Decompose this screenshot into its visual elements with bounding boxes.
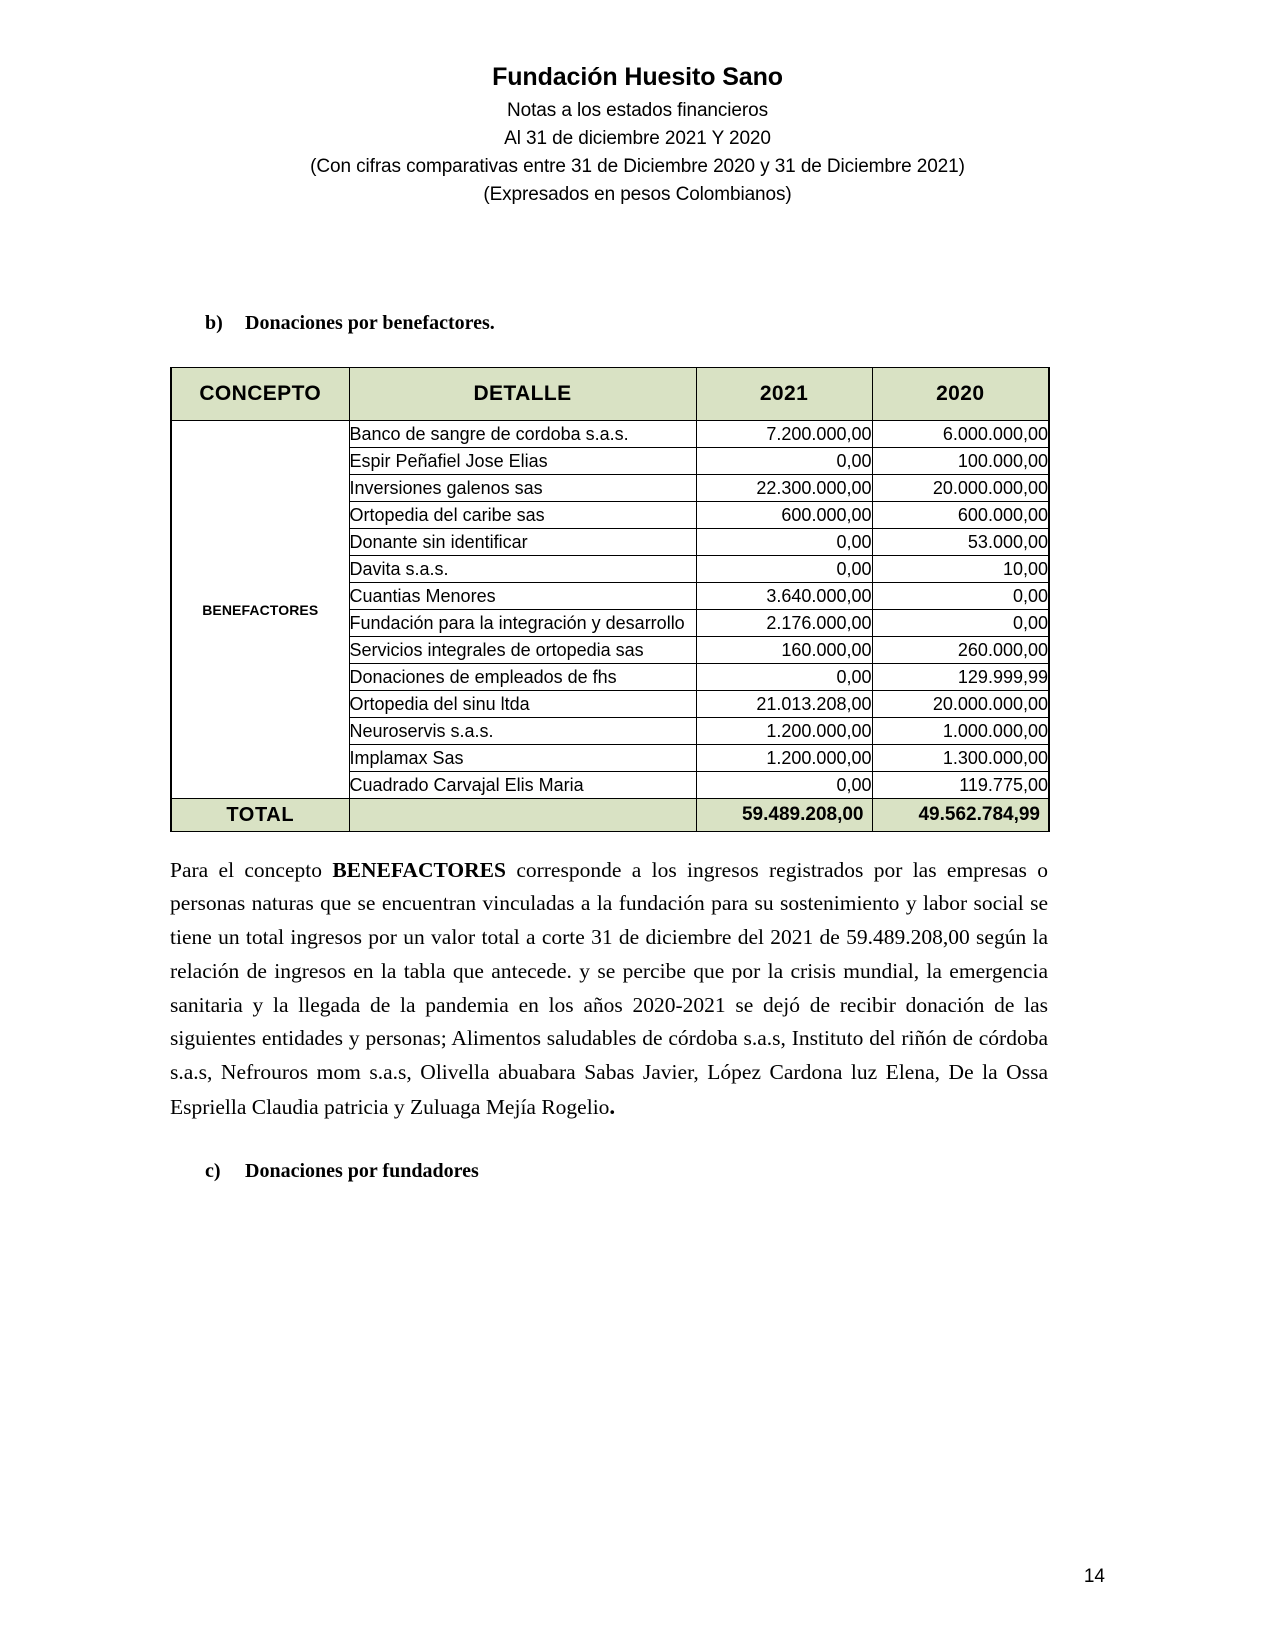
paragraph-part-2: corresponde a los ingresos registrados por las empresas o personas naturas que se encuentran vinculadas a la fundación para su sostenimiento y labor social se tiene un total ingresos por un valor total a corte 31 de diciembre del 2021 de 59.489.208,00 según la relación de ingresos en la tabla que antecede. y se percibe que por la crisis mundial, la emergencia sanitaria y la llegada de la pandemia en los años 2020-2021 se dejó de recibir donación de las siguientes entidades y personas; Alimentos saludables de córdoba s.a.s, Instituto del riñón de córdoba s.a.s, Nefrouros mom s.a.s, Olivella abuabara Sabas Javier, López Cardona luz Elena, De la Ossa Espriella Claudia patricia y Zuluaga Mejía Rogelio — [170, 857, 1048, 1120]
cell-2021: 22.300.000,00 — [696, 475, 872, 502]
total-2020: 49.562.784,99 — [872, 799, 1049, 832]
cell-detalle: Neuroservis s.a.s. — [349, 718, 696, 745]
donations-table-container — [170, 367, 1048, 832]
table-header-row — [171, 368, 1049, 421]
cell-2020: 20.000.000,00 — [872, 475, 1049, 502]
document-title: Fundación Huesito Sano — [492, 63, 783, 91]
cell-detalle: Donaciones de empleados de fhs — [349, 664, 696, 691]
total-detalle-blank — [349, 799, 696, 832]
cell-detalle: Implamax Sas — [349, 745, 696, 772]
page-number: 14 — [1083, 1566, 1105, 1587]
cell-detalle: Donante sin identificar — [349, 529, 696, 556]
cell-2021: 3.640.000,00 — [696, 583, 872, 610]
total-2021: 59.489.208,00 — [696, 799, 872, 832]
cell-detalle: Inversiones galenos sas — [349, 475, 696, 502]
table-total-row — [171, 799, 1049, 832]
cell-2020: 600.000,00 — [872, 502, 1049, 529]
cell-2021: 160.000,00 — [696, 637, 872, 664]
cell-2021: 0,00 — [696, 529, 872, 556]
cell-2021: 0,00 — [696, 448, 872, 475]
cell-detalle: Ortopedia del caribe sas — [349, 502, 696, 529]
cell-2021: 1.200.000,00 — [696, 718, 872, 745]
cell-2020: 53.000,00 — [872, 529, 1049, 556]
cell-2020: 10,00 — [872, 556, 1049, 583]
donations-table — [170, 367, 1050, 832]
section-marker-b: b) — [205, 312, 223, 334]
total-label: TOTAL — [171, 799, 349, 832]
section-heading-c — [205, 1160, 479, 1183]
cell-2020: 0,00 — [872, 610, 1049, 637]
cell-2020: 260.000,00 — [872, 637, 1049, 664]
cell-detalle: Ortopedia del sinu ltda — [349, 691, 696, 718]
cell-2021: 0,00 — [696, 556, 872, 583]
cell-2020: 6.000.000,00 — [872, 421, 1049, 448]
table-row — [171, 421, 1049, 448]
section-title-b: Donaciones por benefactores. — [245, 312, 495, 334]
section-heading-b — [205, 312, 495, 335]
cell-detalle: Fundación para la integración y desarrollo — [349, 610, 696, 637]
cell-detalle: Servicios integrales de ortopedia sas — [349, 637, 696, 664]
section-marker-c: c) — [205, 1160, 221, 1182]
cell-detalle: Cuantias Menores — [349, 583, 696, 610]
table-header — [171, 368, 1049, 421]
column-header-2020: 2020 — [872, 368, 1049, 421]
paragraph-bold-term: BENEFACTORES — [332, 857, 506, 882]
cell-2020: 100.000,00 — [872, 448, 1049, 475]
cell-2021: 7.200.000,00 — [696, 421, 872, 448]
cell-detalle: Davita s.a.s. — [349, 556, 696, 583]
column-header-concepto: CONCEPTO — [171, 368, 349, 421]
cell-2020: 119.775,00 — [872, 772, 1049, 799]
paragraph-part-1: Para el concepto — [170, 857, 333, 882]
cell-2020: 20.000.000,00 — [872, 691, 1049, 718]
document-subtitle-line-4: (Expresados en pesos Colombianos) — [483, 183, 792, 205]
cell-2021: 0,00 — [696, 772, 872, 799]
cell-2020: 0,00 — [872, 583, 1049, 610]
cell-detalle: Cuadrado Carvajal Elis Maria — [349, 772, 696, 799]
body-paragraph — [170, 854, 1048, 1125]
cell-2020: 129.999,99 — [872, 664, 1049, 691]
cell-2021: 600.000,00 — [696, 502, 872, 529]
column-header-detalle: DETALLE — [349, 368, 696, 421]
concept-cell-benefactores: BENEFACTORES — [171, 421, 349, 799]
section-title-c: Donaciones por fundadores — [245, 1160, 479, 1182]
cell-2021: 21.013.208,00 — [696, 691, 872, 718]
cell-detalle: Espir Peñafiel Jose Elias — [349, 448, 696, 475]
document-subtitle-line-2: Al 31 de diciembre 2021 Y 2020 — [504, 127, 771, 149]
document-header — [0, 62, 1275, 209]
column-header-2021: 2021 — [696, 368, 872, 421]
cell-2020: 1.000.000,00 — [872, 718, 1049, 745]
cell-2021: 0,00 — [696, 664, 872, 691]
paragraph-tail: . — [609, 1094, 616, 1120]
cell-2021: 2.176.000,00 — [696, 610, 872, 637]
document-subtitle-line-1: Notas a los estados financieros — [507, 99, 768, 121]
table-body — [171, 421, 1049, 832]
cell-2020: 1.300.000,00 — [872, 745, 1049, 772]
document-subtitle-line-3: (Con cifras comparativas entre 31 de Diciembre 2020 y 31 de Diciembre 2021) — [310, 155, 965, 177]
cell-detalle: Banco de sangre de cordoba s.a.s. — [349, 421, 696, 448]
cell-2021: 1.200.000,00 — [696, 745, 872, 772]
